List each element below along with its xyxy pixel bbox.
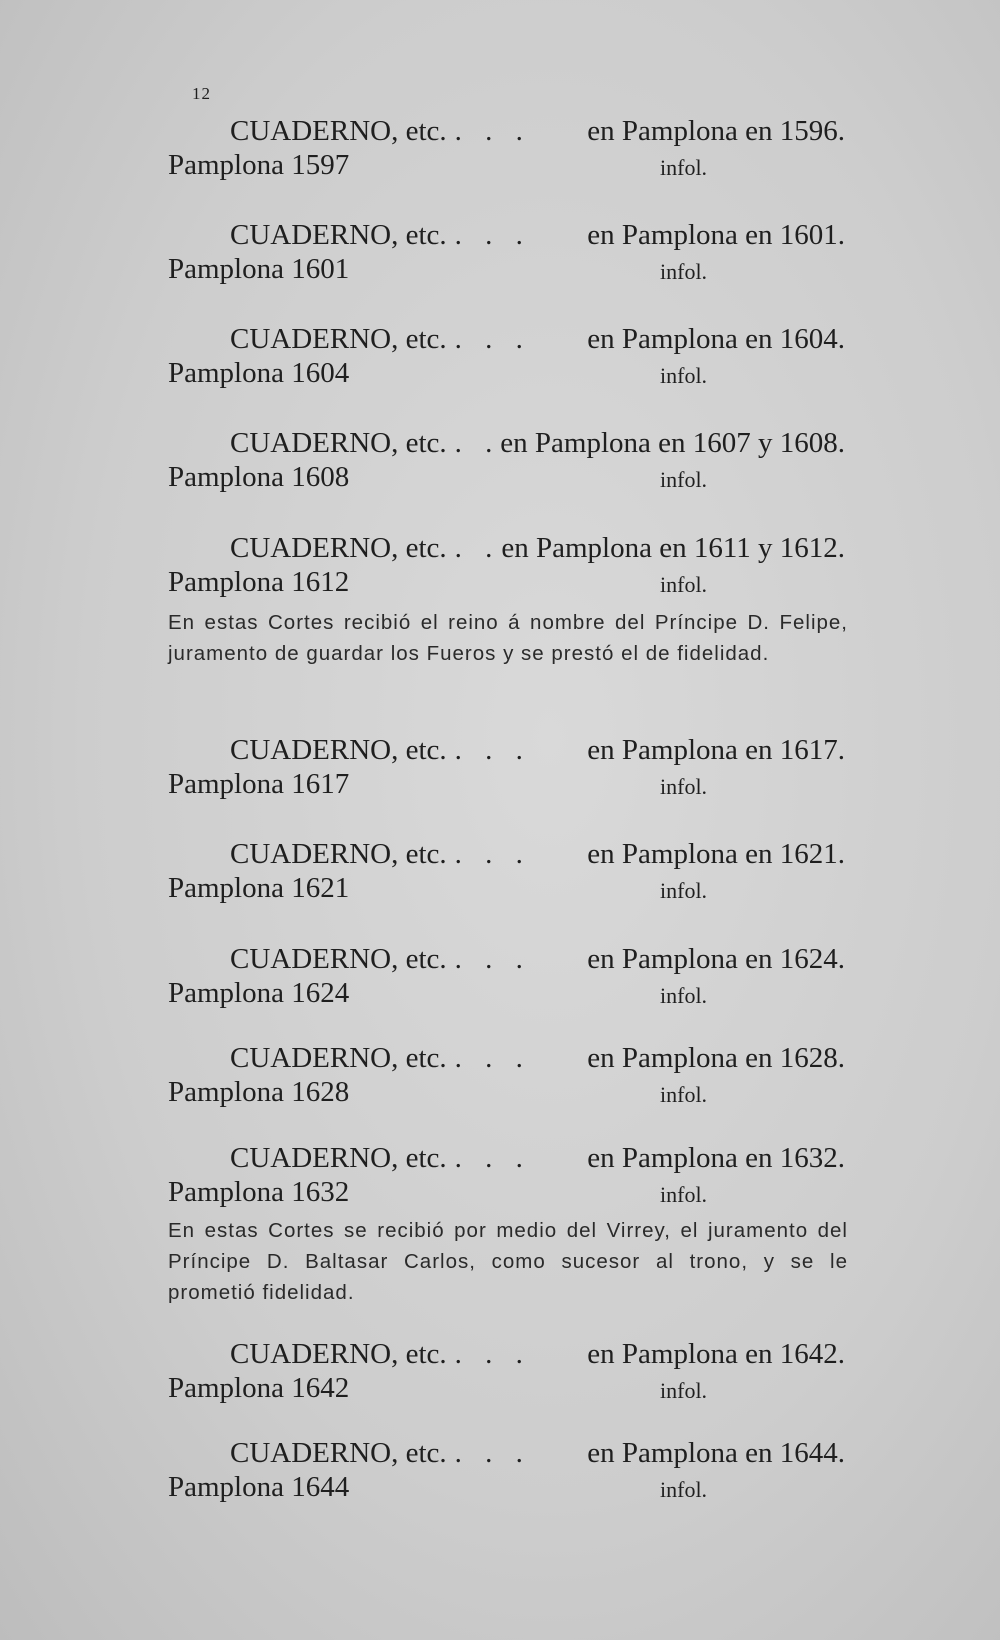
- entry-title: CUADERNO, etc. . . .: [230, 1437, 531, 1469]
- entry-city-year: Pamplona 1632: [168, 1176, 350, 1208]
- entry-format: infol.: [660, 878, 708, 903]
- entry-title: CUADERNO, etc. . . .: [230, 1142, 531, 1174]
- entry-note: En estas Cortes se recibió por medio del Virrey, el juramento del Príncipe D. Baltasar Carlos, como sucesor al trono, y se le prometió fidelidad.: [168, 1219, 848, 1304]
- entry-city-year: Pamplona 1604: [168, 357, 350, 389]
- entry-format: infol.: [660, 467, 708, 492]
- entry-city-year: Pamplona 1621: [168, 872, 350, 904]
- entry-place-date: en Pamplona en 1601.: [587, 219, 845, 251]
- entry-city-year: Pamplona 1624: [168, 977, 350, 1009]
- entry-place-date: en Pamplona en 1596.: [587, 115, 845, 147]
- entry-place-date: en Pamplona en 1617.: [587, 734, 845, 766]
- entry-place-date: en Pamplona en 1621.: [587, 838, 845, 870]
- entry-place-date: en Pamplona en 1604.: [587, 323, 845, 355]
- entry-format: infol.: [660, 363, 708, 388]
- entry-title: CUADERNO, etc. . .: [230, 427, 501, 459]
- entry-city-year: Pamplona 1644: [168, 1471, 350, 1503]
- entry-title: CUADERNO, etc. . . .: [230, 1338, 531, 1370]
- entry-city-year: Pamplona 1608: [168, 461, 350, 493]
- entry-city-year: Pamplona 1612: [168, 566, 350, 598]
- entry-place-date: en Pamplona en 1611 y 1612.: [501, 532, 845, 564]
- entry-format: infol.: [660, 572, 708, 597]
- entry-city-year: Pamplona 1617: [168, 768, 350, 800]
- entry-format: infol.: [660, 1477, 708, 1502]
- entry-title: CUADERNO, etc. . . .: [230, 943, 531, 975]
- entry-city-year: Pamplona 1601: [168, 253, 350, 285]
- entry-format: infol.: [660, 155, 708, 180]
- entry-format: infol.: [660, 983, 708, 1008]
- entry-format: infol.: [660, 774, 708, 799]
- entry-title: CUADERNO, etc. . . .: [230, 219, 531, 251]
- entry-city-year: Pamplona 1628: [168, 1076, 350, 1108]
- entry-title: CUADERNO, etc. . . .: [230, 115, 531, 147]
- entry-place-date: en Pamplona en 1624.: [587, 943, 845, 975]
- entry-place-date: en Pamplona en 1607 y 1608.: [500, 427, 845, 459]
- entry-city-year: Pamplona 1597: [168, 149, 350, 181]
- entry-format: infol.: [660, 1378, 708, 1403]
- entry-note: En estas Cortes recibió el reino á nombre del Príncipe D. Felipe, juramento de guardar los Fueros y se prestó el de fidelidad.: [168, 611, 848, 665]
- entry-title: CUADERNO, etc. . . .: [230, 1042, 531, 1074]
- page-number: 12: [192, 84, 211, 103]
- entry-title: CUADERNO, etc. . . .: [230, 838, 531, 870]
- entry-title: CUADERNO, etc. . . .: [230, 323, 531, 355]
- entry-format: infol.: [660, 1082, 708, 1107]
- entry-city-year: Pamplona 1642: [168, 1372, 350, 1404]
- entry-place-date: en Pamplona en 1632.: [587, 1142, 845, 1174]
- entry-place-date: en Pamplona en 1644.: [587, 1437, 845, 1469]
- entry-title: CUADERNO, etc. . .: [230, 532, 501, 564]
- entry-format: infol.: [660, 1182, 708, 1207]
- entry-place-date: en Pamplona en 1628.: [587, 1042, 845, 1074]
- entry-title: CUADERNO, etc. . . .: [230, 734, 531, 766]
- entry-format: infol.: [660, 259, 708, 284]
- entry-place-date: en Pamplona en 1642.: [587, 1338, 845, 1370]
